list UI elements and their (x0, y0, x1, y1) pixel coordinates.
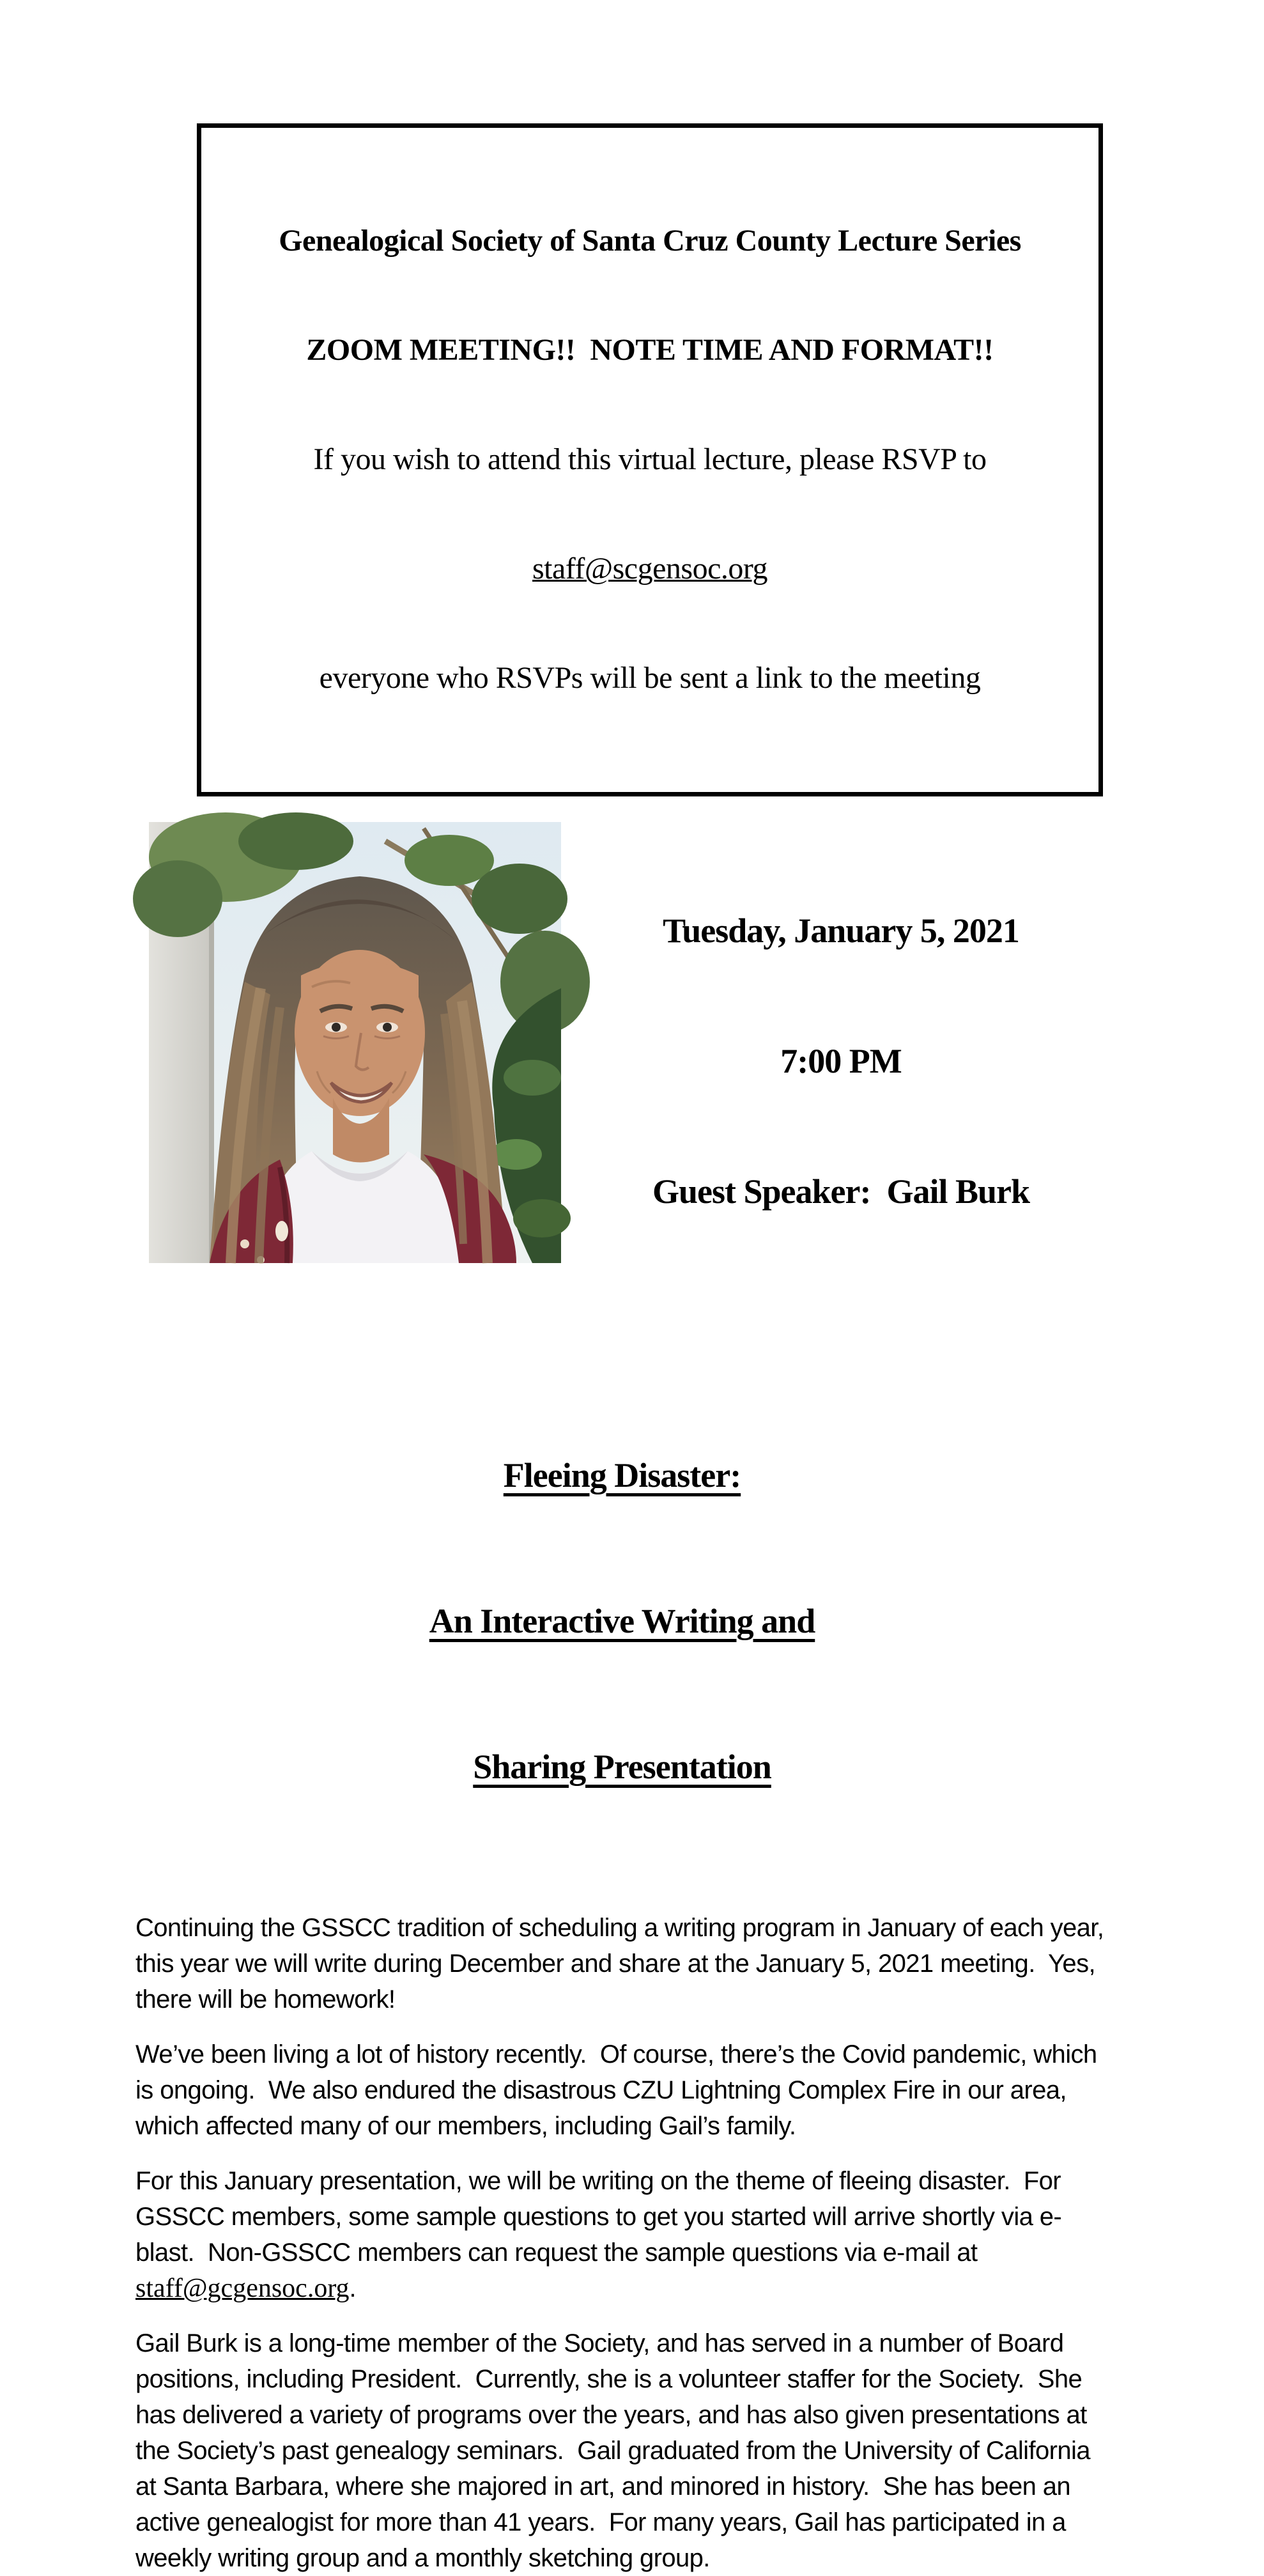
theme-paragraph-period: . (349, 2274, 357, 2302)
theme-paragraph (135, 2163, 1109, 2306)
rsvp-notice-box (197, 123, 1103, 796)
theme-paragraph-text: For this January presentation, we will be writing on the theme of fleeing disaster. For GSSCC members, some sample questions to get you started will arrive shortly via e-blast. Non-GSSCC members can request the sample questions via e-mail at (135, 2167, 1068, 2267)
event-time: 7:00 PM (780, 1042, 902, 1080)
rsvp-note: everyone who RSVPs will be sent a link to the meeting (319, 661, 981, 695)
lecture-title (135, 1354, 1109, 1888)
speaker-photo (149, 822, 561, 1263)
body-email-link[interactable]: staff@gcgensoc.org (135, 2274, 350, 2303)
lecture-title-line3: Sharing Presentation (473, 1748, 771, 1786)
event-date: Tuesday, January 5, 2021 (663, 912, 1019, 950)
history-paragraph: We’ve been living a lot of history recently. Of course, there’s the Covid pandemic, which is ongoing. We also endured the disastrous CZU Lightning Complex Fire in our area, which affected many of our members, including Gail’s family. (135, 2040, 1104, 2140)
zoom-meeting-notice: ZOOM MEETING!! NOTE TIME AND FORMAT!! (306, 333, 994, 367)
rsvp-instruction: If you wish to attend this virtual lecture, please RSVP to (313, 442, 987, 476)
lecture-title-line2: An Interactive Writing and (429, 1602, 815, 1640)
flyer-page (0, 123, 1264, 2572)
rsvp-email-row (214, 550, 1086, 587)
gail-burk-portrait-photo (149, 822, 561, 1263)
intro-paragraph: Continuing the GSSCC tradition of scheduling a writing program in January of each year, this year we will write during December and share at the January 5, 2021 meeting. Yes, there will be homework! (135, 1914, 1111, 2013)
main-content (135, 822, 1109, 2576)
rsvp-email-link[interactable]: staff@scgensoc.org (532, 552, 767, 586)
event-speaker: Guest Speaker: Gail Burk (652, 1172, 1030, 1211)
lecture-title-line1: Fleeing Disaster: (503, 1456, 741, 1494)
bio-paragraph: Gail Burk is a long-time member of the Society, and has served in a number of Board positions, including President. Currently, she is a volunteer staffer for the Society. She has delivered a variety of programs over the years, and has also given presentations at the Society’s past genealogy seminars. Gail graduated from the University of California at Santa Barbara, where she majored in art, and minored in history. She has been an active genealogist for more than 41 years. For many years, Gail has participated in a weekly writing group and a monthly sketching group. (135, 2329, 1097, 2572)
society-title: Genealogical Society of Santa Cruz County Lecture Series (279, 224, 1021, 258)
photo-face (295, 950, 425, 1116)
